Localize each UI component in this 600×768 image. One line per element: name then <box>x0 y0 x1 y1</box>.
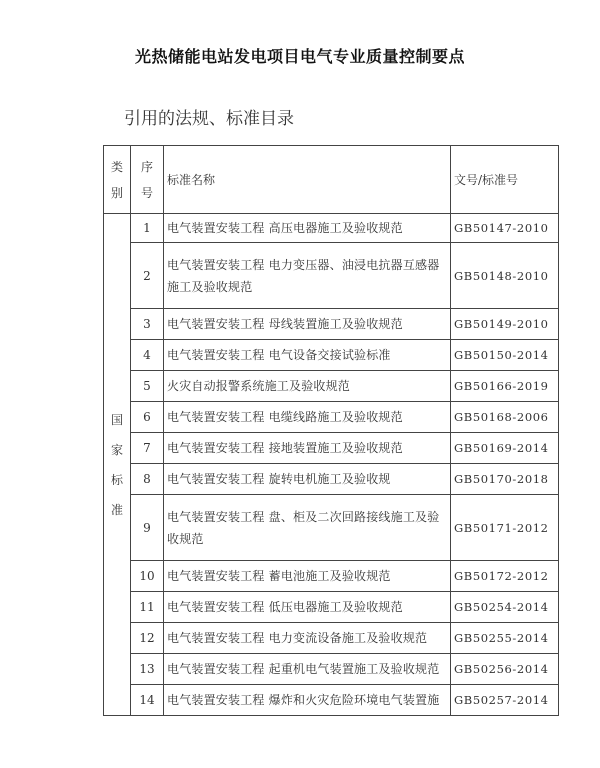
standard-code: GB50257-2014 <box>451 685 559 716</box>
row-number: 8 <box>131 464 164 495</box>
category-char: 家 <box>110 442 123 457</box>
row-number: 1 <box>131 214 164 243</box>
standard-name: 电气装置安装工程 电气设备交接试验标准 <box>164 340 451 371</box>
table-row <box>104 592 559 623</box>
standard-name: 电气装置安装工程 电力变压器、油浸电抗器互感器施工及验收规范 <box>164 243 451 309</box>
row-number: 14 <box>131 685 164 716</box>
row-number: 11 <box>131 592 164 623</box>
standard-name: 电气装置安装工程 旋转电机施工及验收规 <box>164 464 451 495</box>
table-row <box>104 340 559 371</box>
standard-name: 电气装置安装工程 爆炸和火灾危险环境电气装置施 <box>164 685 451 716</box>
row-number: 7 <box>131 433 164 464</box>
table-row <box>104 214 559 243</box>
standard-name: 电气装置安装工程 起重机电气装置施工及验收规范 <box>164 654 451 685</box>
row-number: 5 <box>131 371 164 402</box>
table-row <box>104 309 559 340</box>
header-name: 标准名称 <box>164 146 451 214</box>
standard-name: 电气装置安装工程 接地装置施工及验收规范 <box>164 433 451 464</box>
header-category: 类 别 <box>104 146 131 214</box>
table-row <box>104 495 559 561</box>
table-row <box>104 243 559 309</box>
standard-code: GB50149-2010 <box>451 309 559 340</box>
standard-name: 电气装置安装工程 蓄电池施工及验收规范 <box>164 561 451 592</box>
standard-code: GB50172-2012 <box>451 561 559 592</box>
row-number: 3 <box>131 309 164 340</box>
table-row <box>104 402 559 433</box>
document-title: 光热储能电站发电项目电气专业质量控制要点 <box>134 47 465 66</box>
table-header-row <box>104 146 559 214</box>
standard-code: GB50147-2010 <box>451 214 559 243</box>
row-number: 9 <box>131 495 164 561</box>
category-cell <box>104 214 131 716</box>
table-row <box>104 623 559 654</box>
table-row <box>104 371 559 402</box>
standard-code: GB50254-2014 <box>451 592 559 623</box>
category-char: 准 <box>110 502 123 517</box>
standard-code: GB50170-2018 <box>451 464 559 495</box>
standard-name: 电气装置安装工程 高压电器施工及验收规范 <box>164 214 451 243</box>
standard-code: GB50148-2010 <box>451 243 559 309</box>
standard-code: GB50150-2014 <box>451 340 559 371</box>
table-row <box>104 654 559 685</box>
standard-code: GB50255-2014 <box>451 623 559 654</box>
category-char: 国 <box>110 412 123 427</box>
standard-name: 电气装置安装工程 低压电器施工及验收规范 <box>164 592 451 623</box>
header-code: 文号/标准号 <box>451 146 559 214</box>
table-row <box>104 464 559 495</box>
standard-code: GB50171-2012 <box>451 495 559 561</box>
table-row <box>104 433 559 464</box>
row-number: 10 <box>131 561 164 592</box>
standard-code: GB50166-2019 <box>451 371 559 402</box>
row-number: 4 <box>131 340 164 371</box>
table-row <box>104 685 559 716</box>
section-heading: 引用的法规、标准目录 <box>124 109 294 129</box>
standard-code: GB50169-2014 <box>451 433 559 464</box>
row-number: 6 <box>131 402 164 433</box>
row-number: 12 <box>131 623 164 654</box>
standard-name: 火灾自动报警系统施工及验收规范 <box>164 371 451 402</box>
standard-name: 电气装置安装工程 电缆线路施工及验收规范 <box>164 402 451 433</box>
standard-name: 电气装置安装工程 母线装置施工及验收规范 <box>164 309 451 340</box>
standard-name: 电气装置安装工程 盘、柜及二次回路接线施工及验收规范 <box>164 495 451 561</box>
header-seq: 序 号 <box>131 146 164 214</box>
standard-name: 电气装置安装工程 电力变流设备施工及验收规范 <box>164 623 451 654</box>
standard-code: GB50256-2014 <box>451 654 559 685</box>
category-char: 标 <box>110 472 123 487</box>
standards-table <box>103 145 559 716</box>
row-number: 2 <box>131 243 164 309</box>
table-row <box>104 561 559 592</box>
row-number: 13 <box>131 654 164 685</box>
standard-code: GB50168-2006 <box>451 402 559 433</box>
